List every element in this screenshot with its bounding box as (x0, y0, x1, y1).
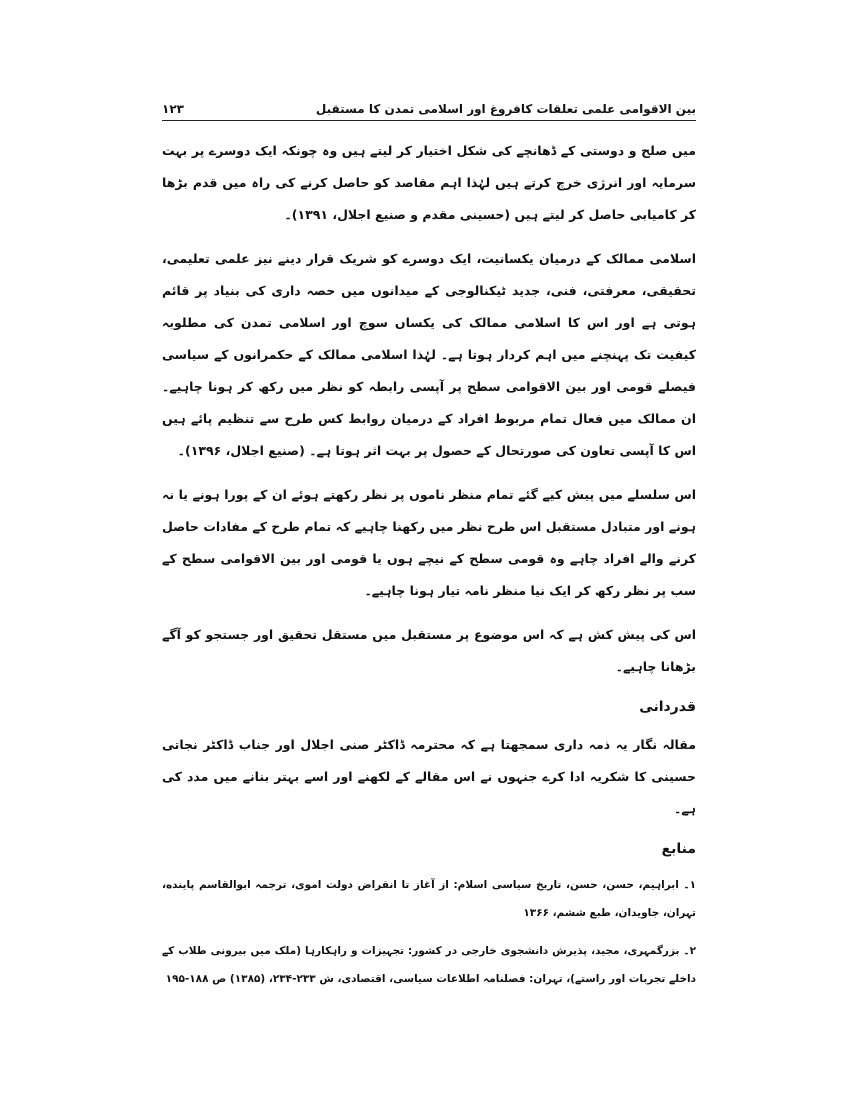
paragraph-4: اس کی پیش کش ہے کہ اس موضوع پر مستقبل میں مستقل تحقیق اور جستجو کو آگے بڑھانا چاہیے۔ (162, 627, 696, 674)
paragraph-2: اسلامی ممالک کے درمیان یکسانیت، ایک دوسرے کو شریک قرار دینے نیز علمی تعلیمی، تحقیقی، معرفتی، فنی، جدید ٹیکنالوجی کے میدانوں میں حصہ داری کی بنیاد پر قائم ہوتی ہے اور اس کا اسلامی ممالک کی یکساں سوچ اور اسلامی تمدن کی مطلوبہ کیفیت تک پہنچنے میں اہم کردار ہوتا ہے۔ لہٰذا اسلامی ممالک کے حکمرانوں کے سیاسی فیصلے قومی اور بین الاقوامی سطح پر آپسی رابطہ کو نظر میں رکھ کر ہونا چاہیے۔ ان ممالک میں فعال تمام مربوط افراد کے درمیان روابط کس طرح سے تنظیم پائے ہیں اس کا آپسی تعاون کی صورتحال کے حصول پر بہت اثر ہوتا ہے۔ (صنیع اجلال، ۱۳۹۶)۔ (162, 251, 696, 458)
page-number: ۱۲۳ (162, 102, 184, 116)
running-header (162, 88, 696, 121)
document-page (162, 88, 696, 1003)
paragraph-3: اس سلسلے میں پیش کیے گئے تمام منظر ناموں پر نظر رکھتے ہوئے ان کے پورا ہونے یا نہ ہونے اور متبادل مستقبل اس طرح نظر میں رکھنا چاہیے کہ تمام طرح کے مفادات حاصل کرنے والے افراد چاہے وہ قومی سطح کے نیچے ہوں یا قومی اور بین الاقوامی سطح کے سب پر نظر رکھ کر ایک نیا منظر نامہ تیار ہونا چاہیے۔ (162, 487, 696, 598)
references-heading: منابع (661, 841, 696, 857)
reference-item-2: ۲۔ بزرگمہری، مجید، پذیرش دانشجوی خارجی در کشور: تجہیزات و راہکارہا (ملک میں بیرونی طلاب کے داخلے تجربات اور راستے)، تہران: فصلنامہ اطلاعات سیاسی، اقتصادی، ش ۲۳۳-۲۳۴، (۱۳۸۵) ص ۱۸۸-۱۹۵ (162, 945, 696, 985)
acknowledgement-text: مقالہ نگار یہ ذمہ داری سمجھتا ہے کہ محترمہ ڈاکٹر صنی اجلال اور جناب ڈاکٹر نجاتی حسینی کا شکریہ ادا کرے جنہوں نے اس مقالے کے لکھنے اور اسے بہتر بنانے میں مدد کی ہے۔ (162, 737, 696, 816)
running-title: بین الاقوامی علمی تعلقات کافروغ اور اسلامی تمدن کا مستقبل (315, 102, 696, 116)
reference-item-1: ۱۔ ابراہیم، حسن، حسن، تاریخ سیاسی اسلام: از آغاز تا انقراض دولت اموی، ترجمہ ابوالقاسم پاینده، تہران، جاویدان، طبع ششم، ۱۳۶۶ (162, 879, 696, 919)
paragraph-1: میں صلح و دوستی کے ڈھانچے کی شکل اختیار کر لیتے ہیں وہ چونکہ ایک دوسرے پر بہت سرمایہ اور انرژی خرچ کرتے ہیں لہٰذا اہم مقاصد کو حاصل کرنے کی راہ میں قدم بڑھا کر کامیابی حاصل کر لیتے ہیں (حسینی مقدم و صنیع اجلال، ۱۳۹۱)۔ (162, 143, 696, 222)
acknowledgement-heading: قدردانی (639, 699, 696, 715)
